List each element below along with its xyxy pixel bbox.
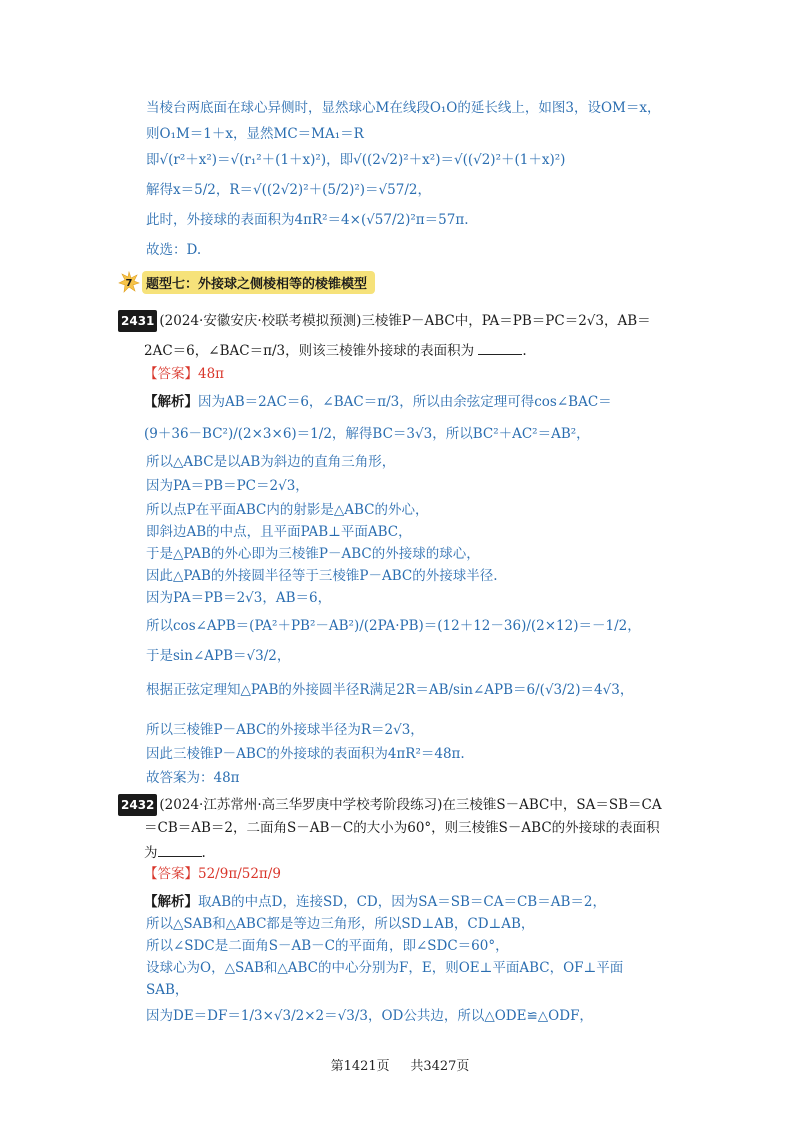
answer-blank [478, 340, 522, 355]
solution-line: 故答案为：48π [146, 770, 240, 786]
answer-line: 【答案】48π [144, 366, 225, 382]
solution-line: SAB， [146, 982, 189, 998]
solution-line: 根据正弦定理知△PAB的外接圆半径R满足2R＝AB/sin∠APB＝6/(√3/2)＝4√3， [146, 682, 634, 698]
solution-line: 所以△ABC是以AB为斜边的直角三角形， [146, 454, 396, 470]
question-2432-line2: ＝CB＝AB＝2，二面角S－AB－C的大小为60°，则三棱锥S－ABC的外接球的表面积 [144, 820, 660, 836]
solution-line: 所以cos∠APB＝(PA²＋PB²－AB²)/(2PA·PB)＝(12＋12－36)/(2×12)＝－1/2， [146, 618, 641, 634]
question-number: 2431 [118, 310, 157, 332]
text-line: 故选：D. [146, 242, 202, 258]
text-line: 则O₁M＝1＋x，显然MC＝MA₁＝R [146, 126, 364, 142]
solution-line: 所以∠SDC是二面角S－AB－C的平面角，即∠SDC＝60°， [146, 938, 509, 954]
question-2432-line3: 为 . [144, 842, 206, 863]
solution-line: 于是sin∠APB＝√3/2， [146, 648, 291, 664]
section-banner [118, 270, 390, 294]
solution-line: (9＋36－BC²)/(2×3×6)＝1/2，解得BC＝3√3，所以BC²＋AC²＝AB²， [144, 426, 590, 442]
solution-line: 因此三棱锥P－ABC的外接球的表面积为4πR²＝48π. [146, 746, 465, 762]
text-line: 此时，外接球的表面积为4πR²＝4×(√57/2)²π＝57π. [146, 212, 469, 228]
solution-line: 因为PA＝PB＝PC＝2√3， [146, 478, 309, 494]
solution-line: 所以△SAB和△ABC都是等边三角形，所以SD⊥AB，CD⊥AB， [146, 916, 535, 932]
page-footer [0, 1055, 800, 1074]
solution-line: 【解析】因为AB＝2AC＝6，∠BAC＝π/3，所以由余弦定理可得cos∠BAC＝ [144, 394, 612, 410]
question-number: 2432 [118, 794, 157, 816]
solution-line: 所以三棱锥P－ABC的外接球半径为R＝2√3， [146, 722, 424, 738]
solution-line: 因为DE＝DF＝1/3×√3/2×2＝√3/3，OD公共边，所以△ODE≌△ODF， [146, 1008, 593, 1024]
text-line: 解得x＝5/2，R＝√((2√2)²＋(5/2)²)＝√57/2， [146, 182, 431, 198]
question-2431-line2: 2AC＝6，∠BAC＝π/3，则该三棱锥外接球的表面积为 . [144, 340, 527, 361]
text-line: 当棱台两底面在球心异侧时，显然球心M在线段O₁O的延长线上，如图3，设OM＝x， [146, 100, 661, 116]
answer-blank [158, 842, 202, 857]
text-line: 即√(r²＋x²)＝√(r₁²＋(1＋x)²)，即√((2√2)²＋x²)＝√((√2)²＋(1＋x)²) [146, 152, 566, 168]
burst-icon [118, 271, 140, 293]
solution-line: 设球心为O，△SAB和△ABC的中心分别为F，E，则OE⊥平面ABC，OF⊥平面 [146, 960, 624, 976]
solution-line: 所以点P在平面ABC内的射影是△ABC的外心， [146, 502, 429, 518]
page-total: 共3427页 [410, 1059, 470, 1074]
solution-line: 【解析】取AB的中点D，连接SD，CD，因为SA＝SB＝CA＝CB＝AB＝2， [144, 894, 606, 910]
solution-line: 即斜边AB的中点，且平面PAB⊥平面ABC， [146, 524, 412, 540]
question-2432-line1: 2432 (2024·江苏常州·高三华罗庚中学校考阶段练习)在三棱锥S－ABC中，SA＝SB＝CA [118, 794, 662, 816]
solution-line: 因此△PAB的外接圆半径等于三棱锥P－ABC的外接球半径. [146, 568, 498, 584]
banner-title: 题型七：外接球之侧棱相等的棱锥模型 [142, 271, 375, 294]
solution-line: 于是△PAB的外心即为三棱锥P－ABC的外接球的球心， [146, 546, 480, 562]
banner-number: 7 [125, 278, 133, 289]
page-number: 第1421页 [330, 1059, 390, 1074]
answer-line: 【答案】52/9π/52π/9 [144, 866, 281, 882]
solution-line: 因为PA＝PB＝2√3，AB＝6， [146, 590, 332, 606]
question-2431-line1: 2431 (2024·安徽安庆·校联考模拟预测)三棱锥P－ABC中，PA＝PB＝PC＝2√3，AB＝ [118, 310, 651, 332]
